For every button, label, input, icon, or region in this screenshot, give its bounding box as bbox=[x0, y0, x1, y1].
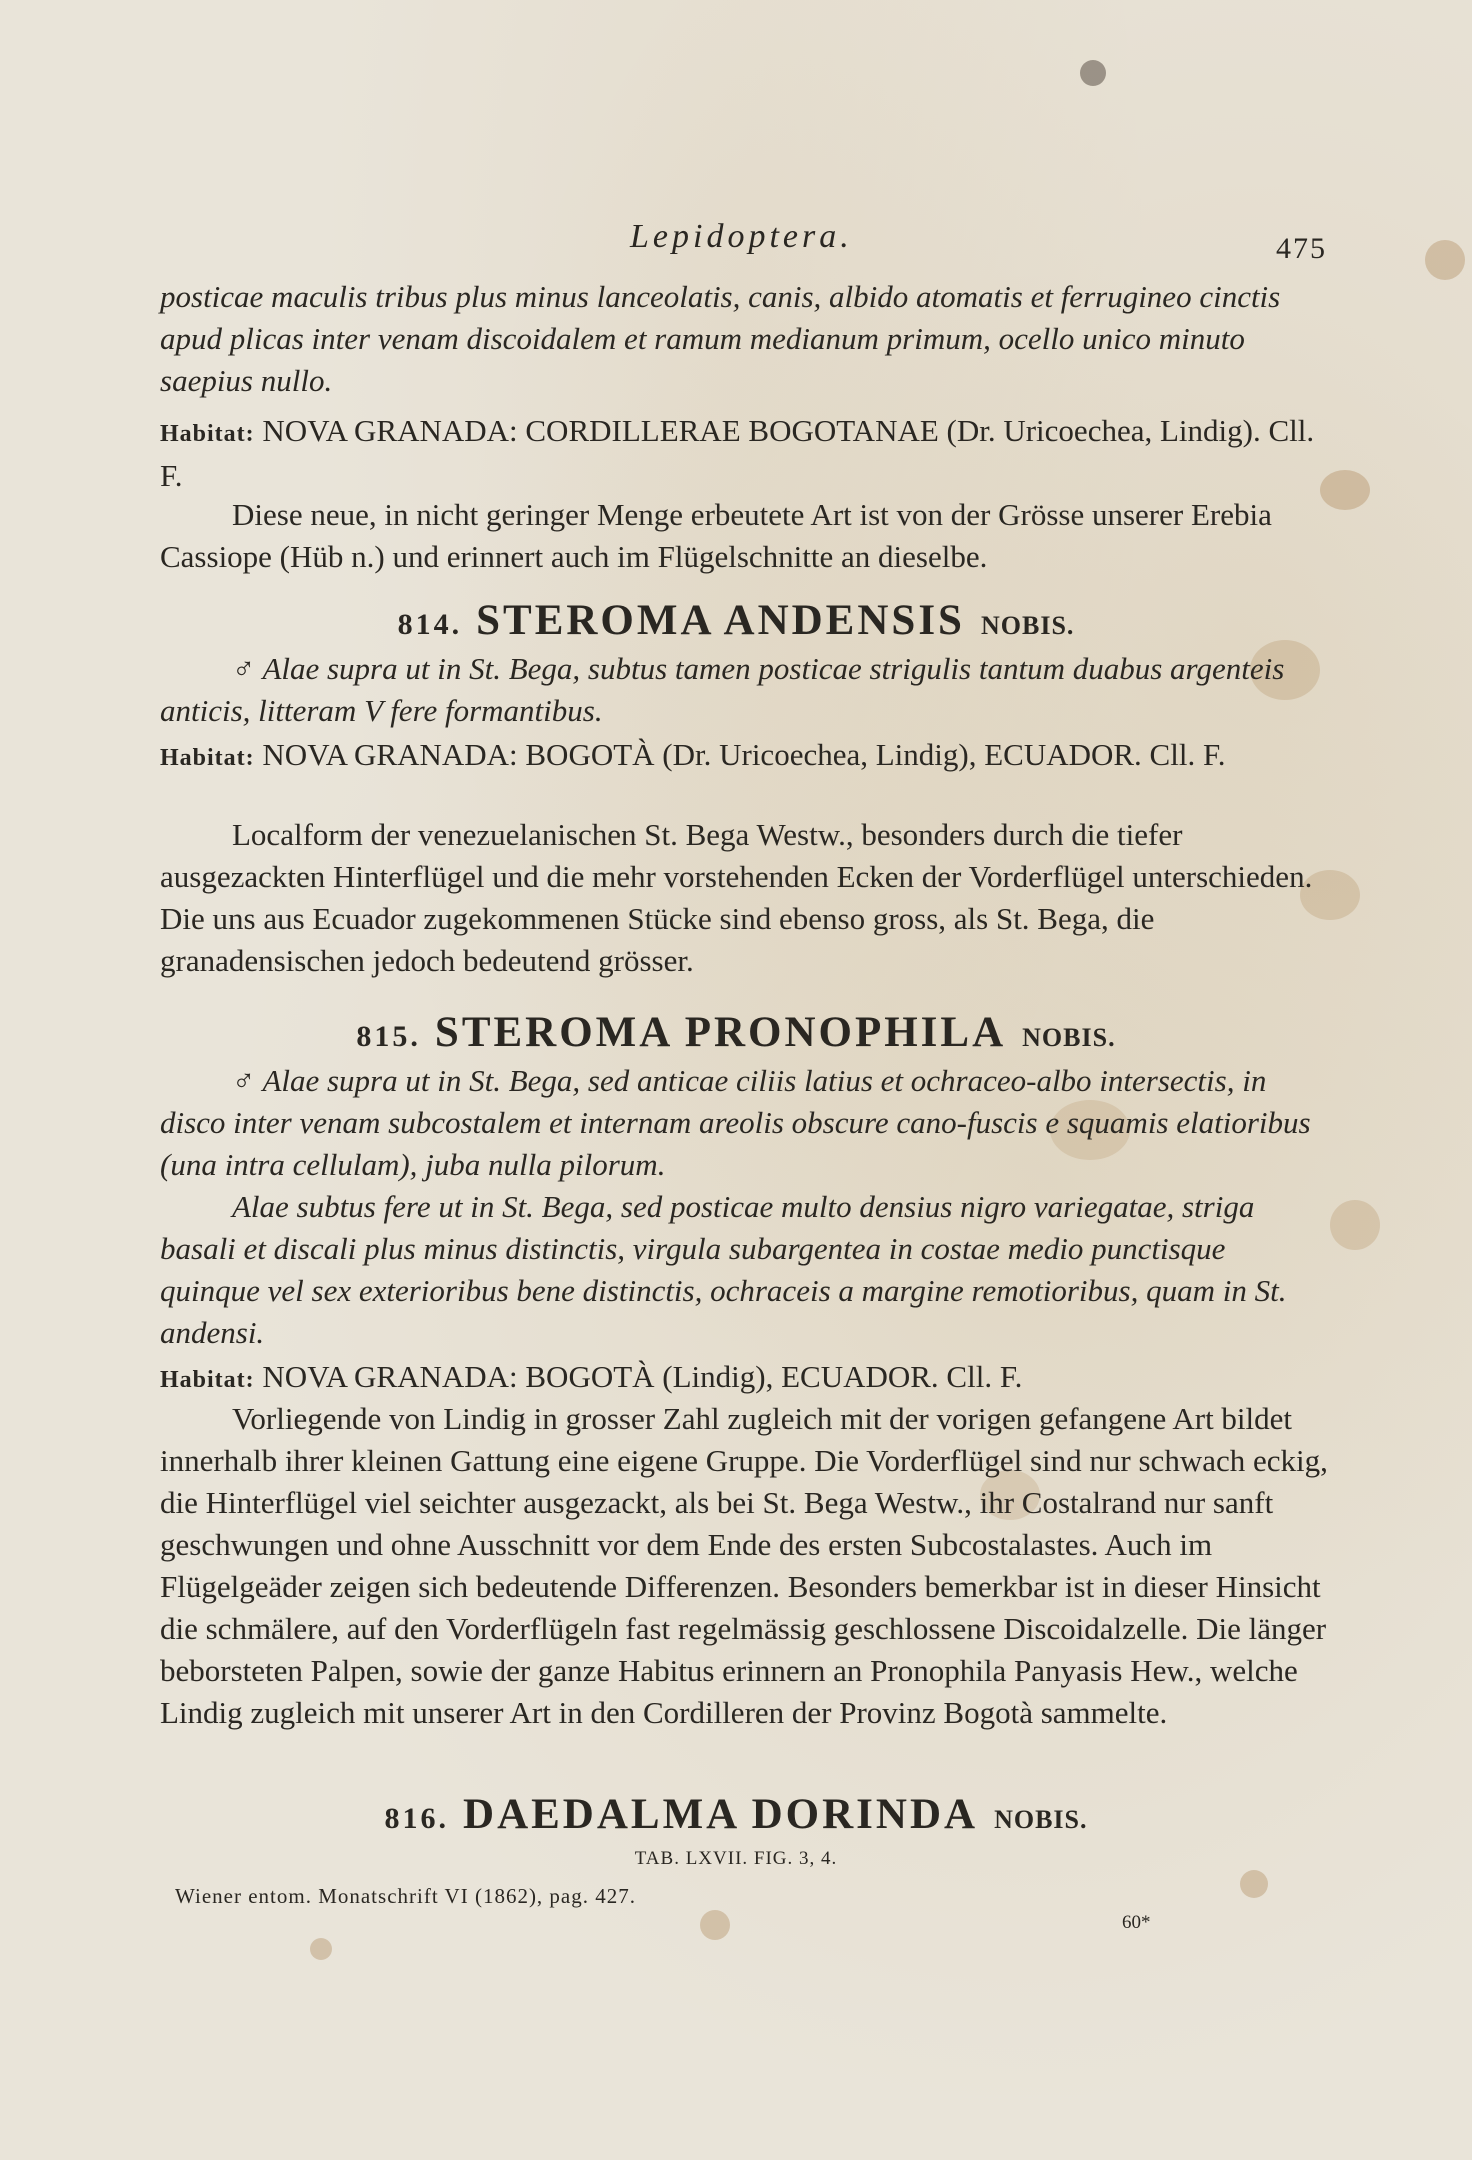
latin-continuation-paragraph: posticae maculis tribus plus minus lanceolatis, canis, albido atomatis et ferrugineo cinctis apud plicas inter venam discoidalem et ramum medianum primum, ocello unico minuto saepius nullo. bbox=[160, 279, 1281, 398]
species-name: STEROMA ANDENSIS bbox=[476, 597, 965, 644]
habitat-text: NOVA GRANADA: CORDILLERAE BOGOTANAE (Dr. Uricoechea, Lindig). Cll. F. bbox=[160, 413, 1315, 493]
habitat-text: NOVA GRANADA: BOGOTÀ (Dr. Uricoechea, Lindig), ECUADOR. Cll. F. bbox=[262, 737, 1226, 772]
latin-description-815-upper: ♂ Alae supra ut in St. Bega, sed anticae ciliis latius et ochraceo-albo intersectis, in disco inter venam subcostalem et internam areolis obscure cano-fuscis e squamis elatioribus (una intra cellulam), juba nulla pilorum. bbox=[160, 1063, 1311, 1182]
species-author: NOBIS. bbox=[1022, 1023, 1116, 1052]
species-heading-816 bbox=[0, 1790, 1472, 1839]
habitat-paragraph-813 bbox=[160, 410, 1330, 497]
german-paragraph-815: Vorliegende von Lindig in grosser Zahl zugleich mit der vorigen gefangene Art bildet innerhalb ihrer kleinen Gattung eine eigene Gruppe. Die Vorderflügel sind nur schwach eckig, die Hinterflügel viel seichter ausgezackt, als bei St. Bega Westw., ihr Costalrand nur sanft geschwungen und ohne Ausschnitt vor dem Ende des ersten Subcostalastes. Auch im Flügelgeäder zeigen sich bedeutende Differenzen. Besonders bemerkbar ist in dieser Hinsicht die schmälere, auf den Vorderflügeln fast regelmässig geschlossene Discoidalzelle. Die länger beborsteten Palpen, sowie der ganze Habitus erinnern an Pronophila Panyasis Hew., welche Lindig zugleich mit unserer Art in den Cordilleren der Provinz Bogotà sammelte. bbox=[160, 1401, 1328, 1730]
habitat-label: Habitat: bbox=[160, 421, 255, 447]
latin-description-814: ♂ Alae supra ut in St. Bega, subtus tamen posticae strigulis tantum duabus argenteis anticis, litteram V fere formantibus. bbox=[160, 651, 1285, 728]
species-number: 816. bbox=[384, 1802, 450, 1835]
habitat-paragraph-815 bbox=[160, 1356, 1330, 1401]
species-author: NOBIS. bbox=[980, 611, 1075, 640]
literature-reference: Wiener entom. Monatschrift VI (1862), pag. 427. bbox=[175, 1884, 637, 1908]
german-paragraph-814: Localform der venezuelanischen St. Bega Westw., besonders durch die tiefer ausgezackten Hinterflügel und die mehr vorstehenden Ecken der Vorderflügel unterschieden. Die uns aus Ecuador zugekommenen Stücke sind ebenso gross, als St. Bega, die granadensischen jedoch bedeutend grösser. bbox=[160, 817, 1313, 978]
habitat-label: Habitat: bbox=[160, 1367, 255, 1393]
habitat-paragraph-814 bbox=[160, 734, 1330, 779]
species-number: 815. bbox=[356, 1020, 421, 1053]
species-heading-815 bbox=[0, 1008, 1472, 1057]
species-name: STEROMA PRONOPHILA bbox=[434, 1009, 1007, 1056]
plate-reference: TAB. LXVII. FIG. 3, 4. bbox=[634, 1848, 838, 1869]
signature-mark: 60* bbox=[1122, 1912, 1151, 1933]
species-name: DAEDALMA DORINDA bbox=[463, 1791, 979, 1838]
species-author: NOBIS. bbox=[994, 1805, 1088, 1834]
habitat-label: Habitat: bbox=[160, 745, 255, 771]
species-heading-814 bbox=[0, 596, 1472, 645]
page-number: 475 bbox=[1276, 232, 1327, 265]
habitat-text: NOVA GRANADA: BOGOTÀ (Lindig), ECUADOR. Cll. F. bbox=[262, 1359, 1023, 1394]
species-number: 814. bbox=[397, 608, 463, 641]
latin-description-815-under: Alae subtus fere ut in St. Bega, sed posticae multo densius nigro variegatae, striga basali et discali plus minus distinctis, virgula subargentea in costae medio punctisque quinque vel sex exterioribus bene distinctis, ochraceis a margine remotioribus, quam in St. andensi. bbox=[160, 1189, 1287, 1350]
german-paragraph-813: Diese neue, in nicht geringer Menge erbeutete Art ist von der Grösse unserer Erebia Cassiope (Hüb n.) und erinnert auch im Flügelschnitte an dieselbe. bbox=[160, 497, 1272, 574]
running-title: Lepidoptera. bbox=[630, 218, 853, 255]
